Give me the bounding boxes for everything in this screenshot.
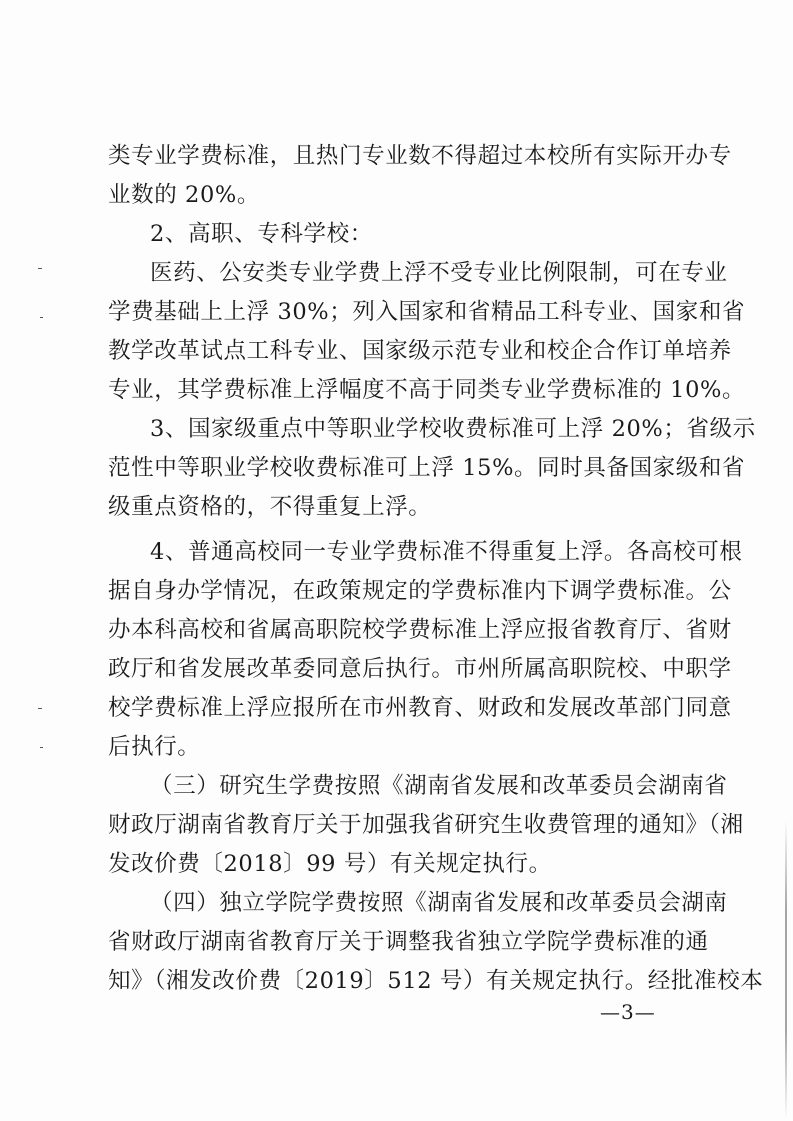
text-line-22: 知》（湘发改价费〔2019〕512 号）有关规定执行。经批准校本 [108,968,764,994]
text-line-2: 业数的 20%。 [108,182,260,208]
text-line-13: 办本科高校和省属高职院校学费标准上浮应报省教育厅、省财 [108,617,732,643]
scan-mark [40,317,43,318]
page-number: —3— [600,1000,656,1024]
text-line-5: 学费基础上上浮 30%；列入国家和省精品工科专业、国家和省 [108,299,746,325]
text-line-7: 专业，其学费标准上浮幅度不高于同类专业学费标准的 10%。 [108,377,746,403]
text-line-10: 级重点资格的，不得重复上浮。 [108,494,432,520]
scan-mark [38,268,42,269]
text-line-4: 医药、公安类专业学费上浮不受专业比例限制，可在专业 [150,260,728,286]
scan-edge-shadow [785,820,787,1120]
text-line-11: 4、普通高校同一专业学费标准不得重复上浮。各高校可根 [150,539,743,565]
text-line-3: 2、高职、专科学校： [150,221,373,247]
text-line-6: 教学改革试点工科专业、国家级示范专业和校企合作订单培养 [108,338,732,364]
scan-mark [38,708,42,709]
text-line-14: 政厅和省发展改革委同意后执行。市州所属高职院校、中职学 [108,656,732,682]
text-line-18: 财政厅湖南省教育厅关于加强我省研究生收费管理的通知》（湘 [108,812,744,838]
text-line-9: 范性中等职业学校收费标准可上浮 15%。同时具备国家级和省 [108,455,746,481]
text-line-1: 类专业学费标准，且热门专业数不得超过本校所有实际开办专 [108,143,732,169]
text-line-19: 发改价费〔2018〕99 号）有关规定执行。 [108,851,552,877]
text-line-8: 3、国家级重点中等职业学校收费标准可上浮 20%；省级示 [150,416,756,442]
text-line-17: （三）研究生学费按照《湖南省发展和改革委员会湖南省 [150,773,728,799]
scan-mark [40,747,43,748]
text-line-12: 据自身办学情况，在政策规定的学费标准内下调学费标准。公 [108,578,732,604]
text-line-20: （四）独立学院学费按照《湖南省发展和改革委员会湖南 [150,890,728,916]
text-line-16: 后执行。 [108,734,201,760]
text-line-15: 校学费标准上浮应报所在市州教育、财政和发展改革部门同意 [108,695,732,721]
text-line-21: 省财政厅湖南省教育厅关于调整我省独立学院学费标准的通 [108,929,709,955]
